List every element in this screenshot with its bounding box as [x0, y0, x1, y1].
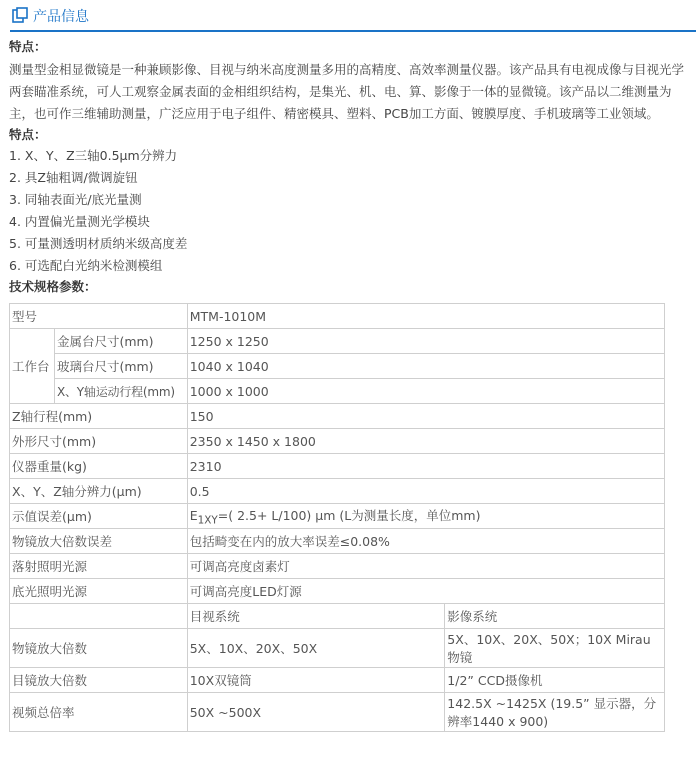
feature-item: 6. 可选配白光纳米检测模组 — [9, 258, 163, 273]
spec-label: Z轴行程(mm) — [10, 404, 188, 429]
product-info-icon — [12, 7, 28, 23]
spec-value: 1250 x 1250 — [187, 329, 664, 354]
spec-label: X、Y、Z轴分辨力(μm) — [10, 479, 188, 504]
spec-label: 落射照明光源 — [10, 554, 188, 579]
feature-item: 2. 具Z轴粗调/微调旋钮 — [9, 170, 138, 185]
spec-value: 1040 x 1040 — [187, 354, 664, 379]
spec-label: 外形尺寸(mm) — [10, 429, 188, 454]
feature-list — [9, 145, 688, 277]
worktable-label: 工作台 — [10, 329, 55, 404]
table-row — [10, 404, 665, 429]
spec-value: 2310 — [187, 454, 664, 479]
spec-value: 2350 x 1450 x 1800 — [187, 429, 664, 454]
table-row — [10, 668, 665, 693]
features-heading: 特点： — [9, 127, 47, 142]
imaging-value: 142.5X ~1425X (19.5” 显示器，分辨率1440 x 900) — [445, 693, 665, 732]
spec-label: X、Y轴运动行程(mm) — [54, 379, 187, 404]
feature-item: 1. X、Y、Z三轴0.5μm分辨力 — [9, 148, 178, 163]
spec-label: 物镜放大倍数误差 — [10, 529, 188, 554]
product-content — [0, 33, 696, 732]
spec-value: 1000 x 1000 — [187, 379, 664, 404]
intro-heading: 特点： — [9, 39, 47, 54]
visual-value: 50X ~500X — [187, 693, 445, 732]
spec-value: MTM-1010M — [187, 304, 664, 329]
error-formula — [187, 504, 664, 529]
spec-label: 金属台尺寸(mm) — [54, 329, 187, 354]
spec-label: 仪器重量(kg) — [10, 454, 188, 479]
table-row — [10, 329, 665, 354]
feature-item: 4. 内置偏光量测光学模块 — [9, 214, 150, 229]
table-row — [10, 529, 665, 554]
visual-system-header: 目视系统 — [187, 604, 445, 629]
spec-value: 150 — [187, 404, 664, 429]
feature-item: 5. 可量测透明材质纳米级高度差 — [9, 236, 188, 251]
spec-table — [9, 303, 665, 732]
table-row — [10, 379, 665, 404]
spec-value: 0.5 — [187, 479, 664, 504]
section-title: 产品信息 — [33, 9, 89, 25]
formula-symbol: E — [189, 507, 198, 523]
header-divider — [10, 30, 696, 32]
section-header — [0, 0, 696, 33]
table-row — [10, 304, 665, 329]
spec-label: 底光照明光源 — [10, 579, 188, 604]
intro-paragraph: 测量型金相显微镜是一种兼顾影像、目视与纳米高度测量多用的高精度、高效率测量仪器。该产品具有电视成像与目视光学两套瞄准系统，可人工观察金属表面的金相组织结构，是集光、机、电、算、影像于一体的显微镜。该产品以二维测量为主，也可作三维辅助测量，广泛应用于电子组件、精密模具、塑料、PCB加工方面、镀膜厚度、手机玻璃等工业领域。 — [9, 62, 685, 121]
spec-label-empty — [10, 604, 188, 629]
imaging-value: 1/2” CCD摄像机 — [445, 668, 665, 693]
table-row — [10, 604, 665, 629]
spec-value: 可调高亮度LED灯源 — [187, 579, 664, 604]
spec-label: 型号 — [10, 304, 188, 329]
spec-value: 包括畸变在内的放大率误差≤0.08% — [187, 529, 664, 554]
table-row — [10, 554, 665, 579]
feature-item: 3. 同轴表面光/底光量测 — [9, 192, 142, 207]
imaging-value: 5X、10X、20X、50X；10X Mirau物镜 — [445, 629, 665, 668]
specs-heading: 技术规格参数： — [9, 279, 97, 294]
formula-text: =( 2.5+ L/100) μm (L为测量长度，单位mm) — [217, 507, 481, 523]
table-row — [10, 629, 665, 668]
spec-label: 玻璃台尺寸(mm) — [54, 354, 187, 379]
spec-label: 示值误差(μm) — [10, 504, 188, 529]
table-row — [10, 429, 665, 454]
spec-label: 物镜放大倍数 — [10, 629, 188, 668]
spec-label: 视频总倍率 — [10, 693, 188, 732]
table-row — [10, 579, 665, 604]
table-row — [10, 693, 665, 732]
table-row — [10, 504, 665, 529]
spec-value: 可调高亮度卤素灯 — [187, 554, 664, 579]
table-row — [10, 479, 665, 504]
visual-value: 10X双镜筒 — [187, 668, 445, 693]
spec-label: 目镜放大倍数 — [10, 668, 188, 693]
table-row — [10, 454, 665, 479]
visual-value: 5X、10X、20X、50X — [187, 629, 445, 668]
table-row — [10, 354, 665, 379]
imaging-system-header: 影像系统 — [445, 604, 665, 629]
formula-subscript: 1XY — [197, 514, 218, 527]
